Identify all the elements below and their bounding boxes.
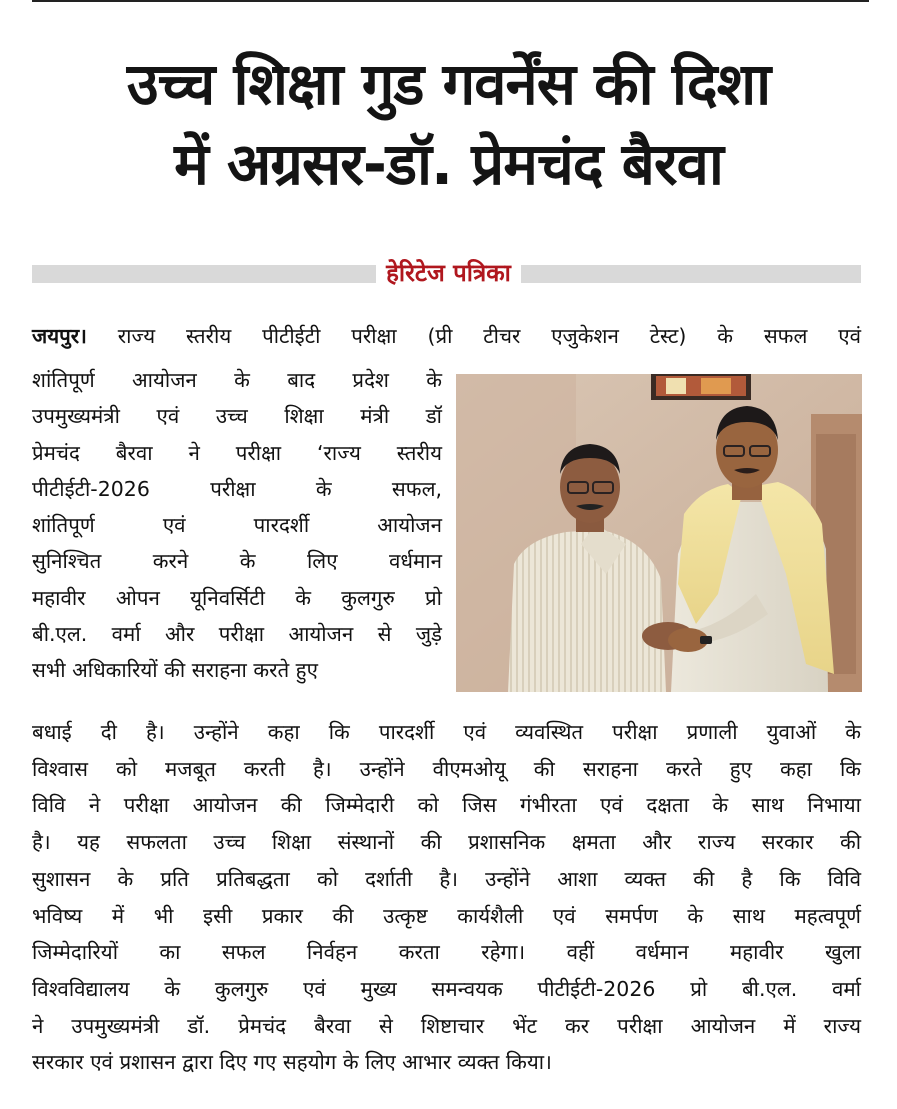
lead-text: राज्य स्तरीय पीटीईटी परीक्षा (प्री टीचर एजुकेशन टेस्ट) के सफल एवं (117, 324, 861, 348)
lead-paragraph (32, 318, 861, 355)
wrap-line: बी.एल. वर्मा और परीक्षा आयोजन से जुड़े (32, 622, 442, 647)
wrap-line: प्रेमचंद बैरवा ने परीक्षा ‘राज्य स्तरीय (32, 440, 442, 465)
headline-line-2: में अग्रसर-डॉ. प्रेमचंद बैरवा (174, 130, 723, 198)
source-label-wrap (0, 254, 897, 292)
wrap-line: महावीर ओपन यूनिवर्सिटी के कुलगुरु प्रो (32, 585, 442, 610)
body-line: विवि ने परीक्षा आयोजन की जिम्मेदारी को जिस गंभीरता एवं दक्षता के साथ निभाया (32, 793, 861, 818)
body-line: है। यह सफलता उच्च शिक्षा संस्थानों की प्रशासनिक क्षमता और राज्य सरकार की (32, 830, 861, 855)
body-line: जिम्मेदारियों का सफल निर्वहन करता रहेगा। वहीं वर्धमान महावीर खुला (32, 940, 861, 965)
body-line: भविष्य में भी इसी प्रकार की उत्कृष्ट कार्यशैली एवं समर्पण के साथ महत्वपूर्ण (32, 903, 861, 928)
body-paragraph (32, 714, 861, 1081)
body-line: विश्वास को मजबूत करती है। उन्होंने वीएमओयू की सराहना करते हुए कहा कि (32, 756, 861, 781)
wrap-line: शांतिपूर्ण आयोजन के बाद प्रदेश के (32, 368, 442, 392)
body-line: बधाई दी है। उन्होंने कहा कि पारदर्शी एवं व्यवस्थित परीक्षा प्रणाली युवाओं के (32, 720, 861, 744)
body-line: विश्वविद्यालय के कुलगुरु एवं मुख्य समन्वयक पीटीईटी-2026 प्रो बी.एल. वर्मा (32, 976, 861, 1001)
wrap-line: सुनिश्चित करने के लिए वर्धमान (32, 549, 442, 574)
dateline: जयपुर। (32, 324, 87, 348)
wrap-line: पीटीईटी-2026 परीक्षा के सफल, (32, 476, 442, 501)
body-line: सुशासन के प्रति प्रतिबद्धता को दर्शाती है। उन्होंने आशा व्यक्त की है कि विवि (32, 866, 861, 891)
headline (20, 44, 877, 204)
source-label: हेरिटेज पत्रिका (376, 259, 521, 287)
wrap-line: सभी अधिकारियों की सराहना करते हुए (32, 658, 318, 683)
headline-line-1: उच्च शिक्षा गुड गवर्नेंस की दिशा (126, 50, 771, 118)
body-line: सरकार एवं प्रशासन द्वारा दिए गए सहयोग के लिए आभार व्यक्त किया। (32, 1050, 552, 1075)
body-line: ने उपमुख्यमंत्री डॉ. प्रेमचंद बैरवा से शिष्टाचार भेंट कर परीक्षा आयोजन में राज्य (32, 1013, 861, 1038)
news-photo (456, 374, 862, 692)
wrap-column (32, 362, 442, 689)
top-rule (32, 0, 869, 2)
wrap-line: शांतिपूर्ण एवं पारदर्शी आयोजन (32, 513, 442, 538)
photo-illustration (456, 374, 862, 692)
wrap-line: उपमुख्यमंत्री एवं उच्च शिक्षा मंत्री डॉ (32, 404, 442, 429)
